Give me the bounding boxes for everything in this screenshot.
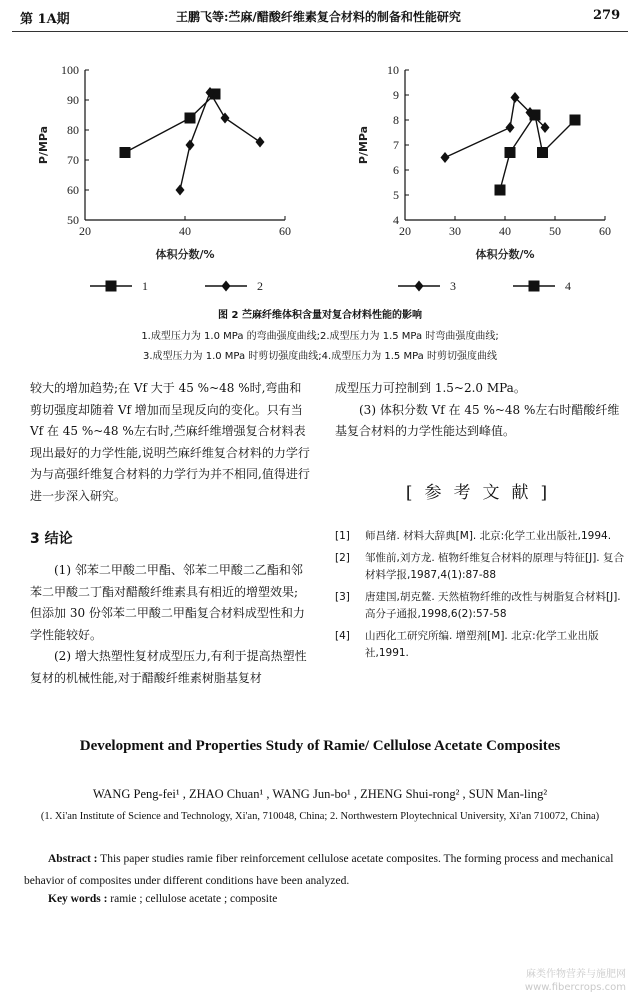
page-number: 279 (593, 8, 621, 23)
series-4-point (537, 147, 548, 158)
figure-note-2: 3.成型压力为 1.0 MPa 时剪切强度曲线;4.成型压力为 1.5 MPa 时剪切强度曲线 (142, 351, 497, 362)
series-4-point (505, 147, 516, 158)
y-tick-label: 7 (393, 138, 399, 152)
series-4-point (530, 110, 541, 121)
series-3-point (441, 152, 450, 163)
reference-number: [4] (335, 629, 350, 642)
y-tick-label: 60 (67, 183, 79, 197)
series-3-line (445, 98, 545, 158)
body-right-column (335, 378, 630, 443)
series-2-point (256, 137, 265, 148)
series-2-point (176, 185, 185, 196)
keywords-text: ramie ; cellulose acetate ; composite (110, 893, 278, 905)
y-tick-label: 70 (67, 153, 79, 167)
reference-item (335, 628, 630, 663)
paragraph-pressure: 成型压力可控制到 1.5~2.0 MPa。 (335, 381, 526, 395)
y-tick-label: 10 (387, 63, 399, 77)
series-1-point (185, 113, 196, 124)
chart-bending-strength (0, 48, 320, 270)
x-tick-label: 60 (279, 224, 291, 238)
legend-label: 2 (257, 279, 263, 293)
references-list (335, 528, 630, 667)
header-rule (12, 31, 628, 32)
legend-label: 4 (565, 279, 571, 293)
reference-text: 山西化工研究所编. 增塑剂[M]. 北京:化学工业出版社,1991. (365, 629, 599, 659)
reference-number: [3] (335, 590, 350, 603)
x-tick-label: 40 (499, 224, 511, 238)
reference-number: [2] (335, 551, 350, 564)
x-tick-label: 30 (449, 224, 461, 238)
figure-title: 图 2 苎麻纤维体积含量对复合材料性能的影响 (218, 310, 422, 321)
x-tick-label: 20 (399, 224, 411, 238)
series-1-point (120, 147, 131, 158)
watermark-line-1: 麻类作物营养与施肥网 (526, 969, 626, 980)
y-tick-label: 50 (67, 213, 79, 227)
english-authors: WANG Peng-fei¹ , ZHAO Chuan¹ , WANG Jun-bo¹ , ZHENG Shui-rong² , SUN Man-ling² (92, 787, 548, 801)
reference-text: 师昌绪. 材料大辞典[M]. 北京:化学工业出版社,1994. (365, 530, 612, 542)
series-1-line (125, 94, 215, 153)
y-tick-label: 4 (393, 213, 399, 227)
x-tick-label: 50 (549, 224, 561, 238)
series-2-line (180, 93, 260, 191)
legend-marker (106, 281, 117, 292)
x-tick-label: 60 (599, 224, 611, 238)
legend-marker (415, 281, 424, 292)
series-4-point (495, 185, 506, 196)
paragraph-conclusion-2: (2) 增大热塑性复材成型压力,有利于提高热塑性复材的机械性能,对于醋酸纤维素树脂基复材 (30, 649, 307, 685)
legend-label: 1 (142, 279, 148, 293)
paragraph-conclusion-3: (3) 体积分数 Vf 在 45 %~48 %左右时醋酸纤维基复合材料的力学性能达到峰值。 (335, 402, 620, 438)
paragraph-results: 较大的增加趋势;在 Vf 大于 45 %~48 %时,弯曲和剪切强度却随着 Vf 增加而呈现反向的变化。只有当 Vf 在 45 %~48 %左右时,苎麻纤维增强复合材料表现出最好的力学性能,说明苎麻纤维复合材料的力学行为与高强纤维复合材料的力学行为并不相同,值得进行进一步深入研究。 (30, 381, 310, 503)
y-tick-label: 9 (393, 88, 399, 102)
x-axis-label: 体积分数/% (475, 248, 535, 261)
y-tick-label: 6 (393, 163, 399, 177)
page-header (0, 0, 640, 34)
chart-shear-strength (320, 48, 640, 270)
x-axis-label: 体积分数/% (155, 248, 215, 261)
series-2-point (186, 140, 195, 151)
y-axis-label: P/MPa (357, 125, 370, 165)
english-abstract (24, 848, 620, 892)
english-affiliation: (1. Xi'an Institute of Science and Technology, Xi'an, 710048, China; 2. Northwestern Ploytechnical University, Xi'an 710072, China) (40, 811, 600, 822)
english-title: Development and Properties Study of Ramie/ Cellulose Acetate Composites (79, 738, 561, 754)
reference-text: 唐建国,胡克鳌. 天然植物纤维的改性与树脂复合材料[J]. 高分子通报,1998,6(2):57-58 (365, 590, 621, 620)
legend-label: 3 (450, 279, 456, 293)
y-tick-label: 8 (393, 113, 399, 127)
series-4-point (570, 115, 581, 126)
abstract-label: Abstract : (48, 853, 98, 865)
y-tick-label: 100 (61, 63, 79, 77)
legend-marker (529, 281, 540, 292)
series-2-point (221, 113, 230, 124)
chart-legend (0, 270, 640, 302)
figure-note-1: 1.成型压力为 1.0 MPa 的弯曲强度曲线;2.成型压力为 1.5 MPa 时弯曲强度曲线; (141, 331, 499, 342)
reference-item (335, 550, 630, 585)
x-tick-label: 40 (179, 224, 191, 238)
keywords-label: Key words : (48, 893, 108, 905)
english-keywords (48, 893, 628, 905)
y-tick-label: 90 (67, 93, 79, 107)
section-heading-conclusion: 3 结论 (30, 531, 73, 547)
body-left-column (30, 378, 310, 507)
running-title: 王鹏飞等:苎麻/醋酸纤维素复合材料的制备和性能研究 (176, 10, 461, 24)
reference-item (335, 528, 630, 546)
paragraph-conclusion-1: (1) 邻苯二甲酸二甲酯、邻苯二甲酸二乙酯和邻苯二甲酸二丁酯对醋酸纤维素具有相近的增塑效果;但添加 30 份邻苯二甲酸二甲酯复合材料成型性和力学性能较好。 (30, 563, 305, 642)
y-tick-label: 5 (393, 188, 399, 202)
watermark-line-2: www.fibercrops.com (524, 982, 626, 993)
issue-number: 第 1A期 (20, 12, 70, 27)
series-3-point (506, 122, 515, 133)
references-heading: [参考文献] (405, 483, 560, 503)
y-tick-label: 80 (67, 123, 79, 137)
reference-number: [1] (335, 530, 350, 542)
body-left-conclusions (30, 560, 310, 689)
reference-item (335, 589, 630, 624)
y-axis-label: P/MPa (37, 125, 50, 165)
x-tick-label: 20 (79, 224, 91, 238)
site-watermark (525, 968, 626, 994)
legend-marker (222, 281, 231, 292)
abstract-text: This paper studies ramie fiber reinforcement cellulose acetate composites. The forming process and mechanical behavior of composites under different conditions have been analyzed. (24, 853, 614, 887)
reference-text: 邹惟前,刘方龙. 植物纤维复合材料的原理与特征[J]. 复合材料学报,1987,4(1):87-88 (365, 551, 624, 581)
